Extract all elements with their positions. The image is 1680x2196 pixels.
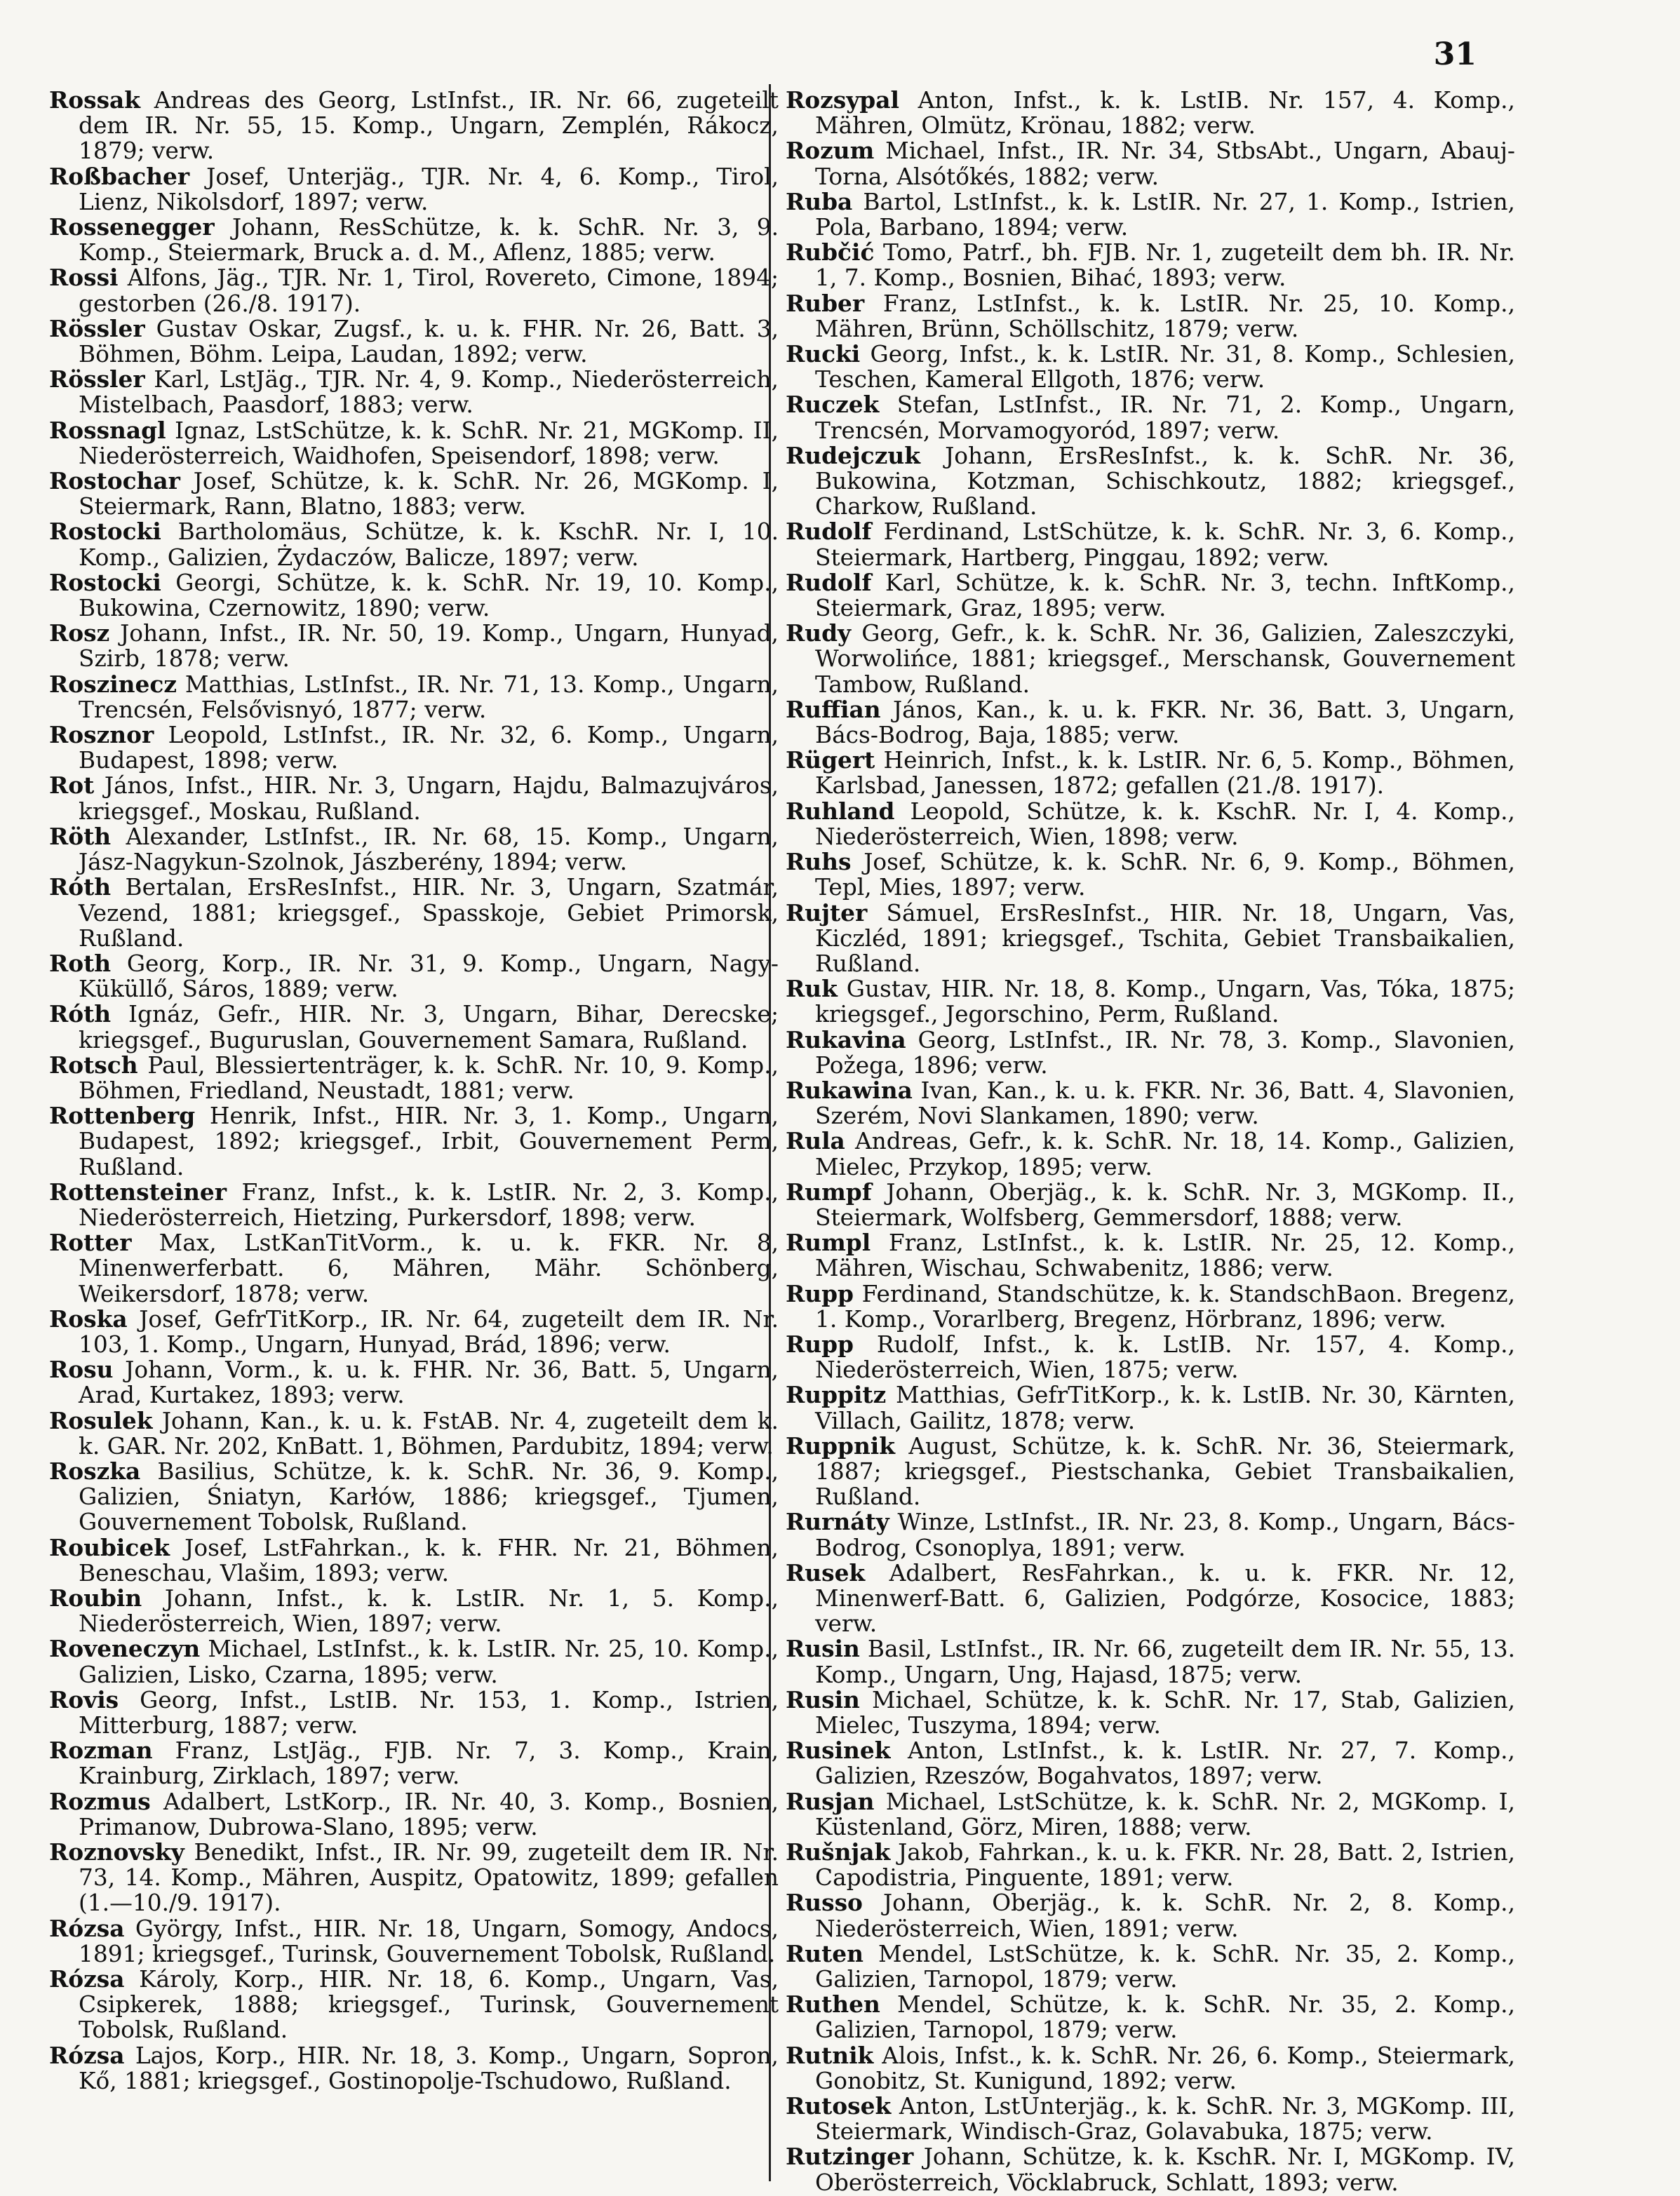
entry-details: Ignáz, Gefr., HIR. Nr. 3, Ungarn, Bihar, Derecske; kriegsgef., Buguruslan, Gouvernement Samara, Rußland.: [79, 1001, 779, 1053]
register-entry: [49, 2043, 779, 2094]
entry-surname: Roznovsky: [49, 1838, 184, 1866]
register-entry: [786, 392, 1515, 443]
entry-details: Josef, Schütze, k. k. SchR. Nr. 26, MGKomp. I, Steiermark, Rann, Blatno, 1883; verw.: [79, 468, 779, 520]
register-entry: [786, 1025, 1515, 1079]
entry-details: Károly, Korp., HIR. Nr. 18, 6. Komp., Ungarn, Vas, Csipkerek, 1888; kriegsgef., Turinsk, Gouvernement Tobolsk, Rußland.: [79, 1966, 779, 2044]
register-entry: [786, 88, 1515, 138]
register-entry: [786, 291, 1515, 342]
entry-details: Michael, LstSchütze, k. k. SchR. Nr. 2, MGKomp. I, Küstenland, Görz, Miren, 1888; verw.: [815, 1788, 1515, 1840]
register-entry: [49, 875, 779, 951]
entry-surname: Rudejczuk: [786, 441, 920, 469]
register-entry: [49, 672, 779, 722]
entry-surname: Rössler: [49, 314, 145, 342]
entry-details: Leopold, LstInfst., IR. Nr. 32, 6. Komp., Ungarn, Budapest, 1898; verw.: [79, 722, 779, 774]
entry-details: Basilius, Schütze, k. k. SchR. Nr. 36, 9. Komp., Galizien, Śniatyn, Karłów, 1886; kriegsgef., Tjumen, Gouvernement Tobolsk, Rußland.: [79, 1457, 779, 1536]
entry-details: Karl, Schütze, k. k. SchR. Nr. 3, techn. InftKomp., Steiermark, Graz, 1895; verw.: [815, 569, 1515, 622]
entry-details: Andreas des Georg, LstInfst., IR. Nr. 66, zugeteilt dem IR. Nr. 55, 15. Komp., Ungarn, Zemplén, Rákocz, 1879; verw.: [79, 87, 779, 165]
register-entry: [786, 1941, 1515, 1992]
entry-details: Anton, Infst., k. k. LstIB. Nr. 157, 4. Komp., Mähren, Olmütz, Krönau, 1882; verw.: [815, 87, 1515, 140]
register-entry: [786, 189, 1515, 240]
entry-details: Georg, Infst., k. k. LstIR. Nr. 31, 8. Komp., Schlesien, Teschen, Kameral Ellgoth, 1876; verw.: [815, 341, 1515, 393]
left-column: [49, 88, 779, 2094]
entry-surname: Ruba: [786, 187, 853, 215]
entry-surname: Rudolf: [786, 518, 872, 546]
register-entry: [786, 1558, 1515, 1638]
entry-details: Michael, Infst., IR. Nr. 34, StbsAbt., Ungarn, Abauj-Torna, Alsótőkés, 1882; verw.: [815, 137, 1515, 190]
entry-surname: Ruhs: [786, 848, 852, 876]
entry-details: Adalbert, ResFahrkan., k. u. k. FKR. Nr. 12, Minenwerf-Batt. 6, Galizien, Podgórze, Kosocice, 1883; verw.: [815, 1559, 1515, 1638]
register-entry: [49, 215, 779, 265]
entry-details: Heinrich, Infst., k. k. LstIR. Nr. 6, 5. Komp., Böhmen, Karlsbad, Janessen, 1872; gefallen (21./8. 1917).: [815, 747, 1515, 800]
register-entry: [786, 1789, 1515, 1840]
entry-details: Winze, LstInfst., IR. Nr. 23, 8. Komp., Ungarn, Bács-Bodrog, Csonoplya, 1891; verw.: [815, 1509, 1515, 1561]
register-entry: [49, 1967, 779, 2043]
entry-details: Matthias, LstInfst., IR. Nr. 71, 13. Komp., Ungarn, Trencsén, Felsővisnyó, 1877; verw.: [79, 671, 779, 723]
register-entry: [49, 1535, 779, 1586]
register-entry: [49, 1636, 779, 1687]
entry-surname: Rukawina: [786, 1076, 913, 1104]
entry-surname: Röth: [49, 822, 112, 850]
entry-surname: Rozmus: [49, 1787, 151, 1815]
entry-surname: Rosulek: [49, 1406, 153, 1434]
register-entry: [49, 1789, 779, 1840]
entry-details: Johann, Vorm., k. u. k. FHR. Nr. 36, Batt. 5, Ungarn, Arad, Kurtakez, 1893; verw.: [79, 1356, 779, 1409]
register-entry: [49, 773, 779, 823]
entry-surname: Ruten: [786, 1939, 863, 1967]
entry-surname: Rossnagl: [49, 416, 166, 444]
entry-details: Ivan, Kan., k. u. k. FKR. Nr. 36, Batt. 4, Slavonien, Szerém, Novi Slankamen, 1890; verw.: [815, 1077, 1515, 1130]
entry-details: Basil, LstInfst., IR. Nr. 66, zugeteilt dem IR. Nr. 55, 13. Komp., Ungarn, Ung, Hajasd, 1875; verw.: [815, 1636, 1515, 1688]
entry-details: Georg, Infst., LstIB. Nr. 153, 1. Komp., Istrien, Mitterburg, 1887; verw.: [79, 1686, 779, 1739]
entry-surname: Rusek: [786, 1558, 866, 1587]
entry-surname: Ruber: [786, 289, 865, 317]
register-entry: [49, 88, 779, 164]
entry-surname: Rossak: [49, 86, 141, 114]
register-entry: [786, 799, 1515, 849]
entry-details: Franz, LstInfst., k. k. LstIR. Nr. 25, 10. Komp., Mähren, Brünn, Schöllschitz, 1879; verw.: [815, 290, 1515, 342]
register-entry: [786, 1129, 1515, 1179]
entry-details: Johann, Oberjäg., k. k. SchR. Nr. 2, 8. Komp., Niederösterreich, Wien, 1891; verw.: [815, 1889, 1515, 1942]
entry-details: Alfons, Jäg., TJR. Nr. 1, Tirol, Rovereto, Cimone, 1894; gestorben (26./8. 1917).: [79, 264, 779, 317]
entry-details: János, Kan., k. u. k. FKR. Nr. 36, Batt. 3, Ungarn, Bács-Bodrog, Baja, 1885; verw.: [815, 696, 1515, 749]
entry-surname: Russo: [786, 1889, 863, 1917]
entry-details: Matthias, GefrTitKorp., k. k. LstIB. Nr. 30, Kärnten, Villach, Gailitz, 1878; verw.: [815, 1382, 1515, 1434]
entry-details: Georgi, Schütze, k. k. SchR. Nr. 19, 10. Komp., Bukowina, Czernowitz, 1890; verw.: [79, 569, 779, 622]
entry-surname: Rupp: [786, 1330, 854, 1358]
register-entry: [49, 367, 779, 417]
right-column: [786, 88, 1515, 2195]
register-entry: [786, 1332, 1515, 1382]
register-entry: [49, 722, 779, 773]
register-entry: [49, 1916, 779, 1967]
register-entry: [49, 570, 779, 621]
entry-surname: Rosz: [49, 619, 110, 647]
entry-surname: Rumpl: [786, 1229, 871, 1257]
entry-details: Franz, LstInfst., k. k. LstIR. Nr. 25, 12. Komp., Mähren, Wischau, Schwabenitz, 1886; verw.: [815, 1230, 1515, 1282]
register-entry: [786, 570, 1515, 621]
register-entry: [786, 443, 1515, 520]
register-entry: [49, 1840, 779, 1916]
entry-surname: Rusin: [786, 1685, 860, 1713]
register-entry: [49, 265, 779, 316]
entry-surname: Rottensteiner: [49, 1178, 227, 1206]
entry-surname: Rössler: [49, 365, 145, 393]
entry-details: Josef, Unterjäg., TJR. Nr. 4, 6. Komp., Tirol, Lienz, Nikolsdorf, 1897; verw.: [79, 163, 779, 215]
entry-surname: Rossenegger: [49, 213, 215, 241]
register-entry: [786, 1890, 1515, 1941]
entry-details: Johann, Oberjäg., k. k. SchR. Nr. 3, MGKomp. II., Steiermark, Wolfsberg, Gemmersdorf, 1888; verw.: [815, 1178, 1515, 1231]
entry-surname: Ruczek: [786, 391, 880, 419]
entry-surname: Rubčić: [786, 238, 875, 267]
register-entry: [786, 748, 1515, 798]
entry-details: Anton, LstInfst., k. k. LstIR. Nr. 27, 7. Komp., Galizien, Rzeszów, Bogahvatos, 1897; verw.: [815, 1737, 1515, 1790]
entry-details: Sámuel, ErsResInfst., HIR. Nr. 18, Ungarn, Vas, Kiczléd, 1891; kriegsgef., Tschita, Gebiet Transbaikalien, Rußland.: [815, 899, 1515, 977]
entry-details: Johann, Kan., k. u. k. FstAB. Nr. 4, zugeteilt dem k. k. GAR. Nr. 202, KnBatt. 1, Böhmen, Pardubitz, 1894; verw.: [79, 1407, 779, 1460]
entry-surname: Rutosek: [786, 2092, 892, 2120]
entry-surname: Ruppitz: [786, 1381, 887, 1409]
register-entry: [786, 1078, 1515, 1129]
entry-details: Jakob, Fahrkan., k. u. k. FKR. Nr. 28, Batt. 2, Istrien, Capodistria, Pinguente, 1891; verw.: [815, 1839, 1515, 1892]
entry-surname: Ruhland: [786, 797, 895, 825]
register-entry: [49, 418, 779, 469]
entry-surname: Rostocki: [49, 518, 161, 546]
entry-surname: Rurnáty: [786, 1508, 889, 1536]
entry-details: Stefan, LstInfst., IR. Nr. 71, 2. Komp., Ungarn, Trencsén, Morvamogyoród, 1897; verw.: [815, 391, 1515, 444]
entry-details: Johann, Infst., IR. Nr. 50, 19. Komp., Ungarn, Hunyad, Szirb, 1878; verw.: [79, 620, 779, 673]
entry-details: Ignaz, LstSchütze, k. k. SchR. Nr. 21, MGKomp. II, Niederösterreich, Waidhofen, Speisendorf, 1898; verw.: [79, 417, 779, 469]
entry-details: Michael, LstInfst., k. k. LstIR. Nr. 25, 10. Komp., Galizien, Lisko, Czarna, 1895; verw.: [79, 1636, 779, 1688]
entry-surname: Rózsa: [49, 1914, 125, 1942]
register-entry: [49, 1357, 779, 1408]
entry-details: August, Schütze, k. k. SchR. Nr. 36, Steiermark, 1887; kriegsgef., Piestschanka, Gebiet Transbaikalien, Rußland.: [815, 1432, 1515, 1511]
entry-details: Josef, GefrTitKorp., IR. Nr. 64, zugeteilt dem IR. Nr. 103, 1. Komp., Ungarn, Hunyad, Brád, 1896; verw.: [79, 1305, 779, 1358]
register-entry: [49, 1230, 779, 1307]
register-entry: [786, 621, 1515, 697]
register-entry: [49, 1408, 779, 1459]
register-entry: [786, 138, 1515, 189]
entry-surname: Rusjan: [786, 1787, 875, 1815]
entry-details: Andreas, Gefr., k. k. SchR. Nr. 18, 14. Komp., Galizien, Mielec, Przykop, 1895; verw.: [815, 1128, 1515, 1180]
register-entry: [786, 519, 1515, 570]
register-entry: [49, 824, 779, 875]
entry-details: János, Infst., HIR. Nr. 3, Ungarn, Hajdu, Balmazujváros, kriegsgef., Moskau, Rußland.: [79, 772, 779, 825]
register-entry: [49, 1103, 779, 1180]
entry-surname: Ruffian: [786, 695, 881, 723]
entry-surname: Ruthen: [786, 1990, 880, 2019]
entry-surname: Roska: [49, 1305, 128, 1333]
entry-surname: Rot: [49, 772, 95, 800]
entry-surname: Rutzinger: [786, 2143, 914, 2171]
entry-details: Mendel, Schütze, k. k. SchR. Nr. 35, 2. Komp., Galizien, Tarnopol, 1879; verw.: [815, 1991, 1515, 2044]
register-entry: [786, 342, 1515, 392]
entry-details: Anton, LstUnterjäg., k. k. SchR. Nr. 3, MGKomp. III, Steiermark, Windisch-Graz, Golavabuka, 1875; verw.: [815, 2093, 1515, 2146]
entry-surname: Rotter: [49, 1229, 132, 1257]
register-entry: [49, 469, 779, 519]
entry-surname: Roszinecz: [49, 670, 177, 698]
register-entry: [786, 1434, 1515, 1510]
register-entry: [49, 1738, 779, 1789]
entry-surname: Rušnjak: [786, 1838, 891, 1866]
entry-details: Johann, ErsResInfst., k. k. SchR. Nr. 36, Bukowina, Kotzman, Schischkoutz, 1882; kriegsgef., Charkow, Rußland.: [815, 442, 1515, 520]
entry-surname: Rostochar: [49, 467, 180, 495]
entry-details: Ferdinand, Standschütze, k. k. StandschBaon. Bregenz, 1. Komp., Vorarlberg, Bregenz, Hörbranz, 1896; verw.: [815, 1280, 1515, 1333]
entry-surname: Rujter: [786, 898, 868, 927]
entry-surname: Róth: [49, 1000, 112, 1028]
entry-details: György, Infst., HIR. Nr. 18, Ungarn, Somogy, Andocs, 1891; kriegsgef., Turinsk, Gouvernement Tobolsk, Rußland.: [79, 1915, 779, 1967]
register-entry: [786, 1509, 1515, 1560]
entry-details: Adalbert, LstKorp., IR. Nr. 40, 3. Komp., Bosnien, Primanow, Dubrowa-Slano, 1895; verw.: [79, 1788, 779, 1840]
entry-surname: Rumpf: [786, 1178, 872, 1206]
register-entry: [786, 2144, 1515, 2195]
entry-details: Franz, LstJäg., FJB. Nr. 7, 3. Komp., Krain, Krainburg, Zirklach, 1897; verw.: [79, 1737, 779, 1790]
entry-details: Rudolf, Infst., k. k. LstIB. Nr. 157, 4. Komp., Niederösterreich, Wien, 1875; verw.: [815, 1331, 1515, 1384]
entry-surname: Roßbacher: [49, 162, 190, 190]
register-entry: [786, 1992, 1515, 2042]
register-entry: [786, 1180, 1515, 1230]
register-entry: [786, 1636, 1515, 1687]
entry-details: Georg, Korp., IR. Nr. 31, 9. Komp., Ungarn, Nagy-Küküllő, Sáros, 1889; verw.: [79, 950, 779, 1003]
register-entry: [49, 1002, 779, 1052]
entry-surname: Rosu: [49, 1356, 114, 1384]
register-entry: [49, 621, 779, 671]
entry-details: Josef, LstFahrkan., k. k. FHR. Nr. 21, Böhmen, Beneschau, Vlašim, 1893; verw.: [79, 1534, 779, 1587]
entry-surname: Rozsypal: [786, 86, 899, 114]
entry-details: Gustav Oskar, Zugsf., k. u. k. FHR. Nr. 26, Batt. 3, Böhmen, Böhm. Leipa, Laudan, 1892; verw.: [79, 315, 779, 368]
page-number: 31: [1433, 36, 1477, 72]
entry-surname: Rozum: [786, 137, 875, 165]
entry-surname: Roubicek: [49, 1533, 170, 1561]
entry-details: Alexander, LstInfst., IR. Nr. 68, 15. Komp., Ungarn, Jász-Nagykun-Szolnok, Jászberény, 1894; verw.: [79, 823, 779, 876]
register-entry: [49, 1685, 779, 1739]
entry-surname: Ruppnik: [786, 1432, 895, 1460]
entry-surname: Ruk: [786, 975, 838, 1003]
entry-details: Alois, Infst., k. k. SchR. Nr. 26, 6. Komp., Steiermark, Gonobitz, St. Kunigund, 1892; verw.: [815, 2042, 1515, 2094]
entry-surname: Rosznor: [49, 721, 154, 749]
entry-surname: Rula: [786, 1127, 845, 1155]
register-entry: [49, 1586, 779, 1636]
entry-surname: Rusinek: [786, 1737, 891, 1765]
entry-details: Paul, Blessiertenträger, k. k. SchR. Nr. 10, 9. Komp., Böhmen, Friedland, Neustadt, 1881; verw.: [79, 1051, 779, 1104]
entry-surname: Rukavina: [786, 1025, 906, 1053]
entry-details: Bertalan, ErsResInfst., HIR. Nr. 3, Ungarn, Szatmár, Vezend, 1881; kriegsgef., Spasskoje, Gebiet Primorsk, Rußland.: [79, 874, 779, 952]
entry-details: Franz, Infst., k. k. LstIR. Nr. 2, 3. Komp., Niederösterreich, Hietzing, Purkersdorf, 1898; verw.: [79, 1178, 779, 1231]
entry-details: Leopold, Schütze, k. k. KschR. Nr. I, 4. Komp., Niederösterreich, Wien, 1898; verw.: [815, 797, 1515, 850]
register-entry: [49, 951, 779, 1002]
register-entry: [49, 1307, 779, 1357]
entry-surname: Roubin: [49, 1584, 142, 1612]
entry-details: Michael, Schütze, k. k. SchR. Nr. 17, Stab, Galizien, Mielec, Tuszyma, 1894; verw.: [815, 1686, 1515, 1739]
register-entry: [786, 898, 1515, 977]
register-entry: [786, 1738, 1515, 1789]
entry-details: Tomo, Patrf., bh. FJB. Nr. 1, zugeteilt dem bh. IR. Nr. 1, 7. Komp., Bosnien, Bihać, 1893; verw.: [815, 239, 1515, 292]
entry-details: Ferdinand, LstSchütze, k. k. SchR. Nr. 3, 6. Komp., Steiermark, Hartberg, Pinggau, 1892; verw.: [815, 518, 1515, 571]
entry-details: Lajos, Korp., HIR. Nr. 18, 3. Komp., Ungarn, Sopron, Kő, 1881; kriegsgef., Gostinopolje-Tschudowo, Rußland.: [79, 2042, 779, 2094]
register-entry: [786, 1382, 1515, 1433]
entry-surname: Rozman: [49, 1737, 153, 1765]
entry-surname: Rügert: [786, 746, 875, 774]
entry-surname: Rudolf: [786, 568, 872, 596]
entry-surname: Roth: [49, 949, 112, 977]
entry-surname: Rózsa: [49, 2041, 125, 2069]
register-entry: [786, 2094, 1515, 2144]
entry-details: Bartholomäus, Schütze, k. k. KschR. Nr. I, 10. Komp., Galizien, Żydaczów, Balicze, 1897; verw.: [79, 518, 779, 571]
entry-details: Karl, LstJäg., TJR. Nr. 4, 9. Komp., Niederösterreich, Mistelbach, Paasdorf, 1883; verw.: [79, 366, 779, 419]
entry-details: Johann, ResSchütze, k. k. SchR. Nr. 3, 9. Komp., Steiermark, Bruck a. d. M., Aflenz, 1885; verw.: [79, 214, 779, 267]
entry-surname: Rutnik: [786, 2041, 874, 2069]
entry-details: Josef, Schütze, k. k. SchR. Nr. 6, 9. Komp., Böhmen, Tepl, Mies, 1897; verw.: [815, 849, 1515, 901]
entry-surname: Rotsch: [49, 1051, 138, 1079]
register-entry: [49, 164, 779, 215]
entry-details: Max, LstKanTitVorm., k. u. k. FKR. Nr. 8, Minenwerferbatt. 6, Mähren, Mähr. Schönberg, Weikersdorf, 1878; verw.: [79, 1230, 779, 1307]
entry-surname: Rózsa: [49, 1965, 125, 1993]
register-entry: [786, 2043, 1515, 2094]
entry-details: Henrik, Infst., HIR. Nr. 3, 1. Komp., Ungarn, Budapest, 1892; kriegsgef., Irbit, Gouvernement Perm, Rußland.: [79, 1103, 779, 1180]
entry-surname: Roveneczyn: [49, 1635, 201, 1663]
register-entry: [786, 240, 1515, 290]
register-entry: [786, 1685, 1515, 1739]
entry-surname: Rovis: [49, 1685, 119, 1713]
entry-details: Benedikt, Infst., IR. Nr. 99, zugeteilt dem IR. Nr. 73, 14. Komp., Mähren, Auspitz, Opatowitz, 1899; gefallen (1.—10./9. 1917).: [79, 1839, 779, 1917]
entry-details: Johann, Infst., k. k. LstIR. Nr. 1, 5. Komp., Niederösterreich, Wien, 1897; verw.: [79, 1584, 779, 1638]
entry-details: Bartol, LstInfst., k. k. LstIR. Nr. 27, 1. Komp., Istrien, Pola, Barbano, 1894; verw.: [815, 188, 1515, 241]
entry-surname: Rupp: [786, 1279, 854, 1307]
register-entry: [786, 1840, 1515, 1890]
entry-surname: Rucki: [786, 340, 861, 368]
register-entry: [49, 519, 779, 570]
register-entry: [786, 1230, 1515, 1281]
entry-details: Johann, Schütze, k. k. KschR. Nr. I, MGKomp. IV, Oberösterreich, Vöcklabruck, Schlatt, 1893; verw.: [815, 2143, 1515, 2196]
register-entry: [786, 1281, 1515, 1332]
register-entry: [49, 1459, 779, 1535]
entry-surname: Rossi: [49, 264, 119, 292]
entry-surname: Roszka: [49, 1457, 141, 1485]
entry-details: Georg, LstInfst., IR. Nr. 78, 3. Komp., Slavonien, Požega, 1896; verw.: [815, 1026, 1515, 1079]
entry-surname: Rottenberg: [49, 1102, 196, 1130]
entry-surname: Rusin: [786, 1635, 860, 1663]
entry-surname: Róth: [49, 873, 112, 901]
entry-surname: Rostocki: [49, 568, 161, 596]
register-entry: [49, 316, 779, 367]
register-entry: [786, 849, 1515, 900]
register-entry: [786, 976, 1515, 1027]
entry-details: Gustav, HIR. Nr. 18, 8. Komp., Ungarn, Vas, Tóka, 1875; kriegsgef., Jegorschino, Perm, Rußland.: [815, 976, 1515, 1028]
register-entry: [786, 697, 1515, 748]
entry-details: Mendel, LstSchütze, k. k. SchR. Nr. 35, 2. Komp., Galizien, Tarnopol, 1879; verw.: [815, 1940, 1515, 1993]
register-entry: [49, 1053, 779, 1103]
entry-details: Georg, Gefr., k. k. SchR. Nr. 36, Galizien, Zaleszczyki, Worwolińce, 1881; kriegsgef., Merschansk, Gouvernement Tambow, Rußland.: [815, 620, 1515, 698]
register-entry: [49, 1180, 779, 1230]
entry-surname: Rudy: [786, 619, 852, 647]
